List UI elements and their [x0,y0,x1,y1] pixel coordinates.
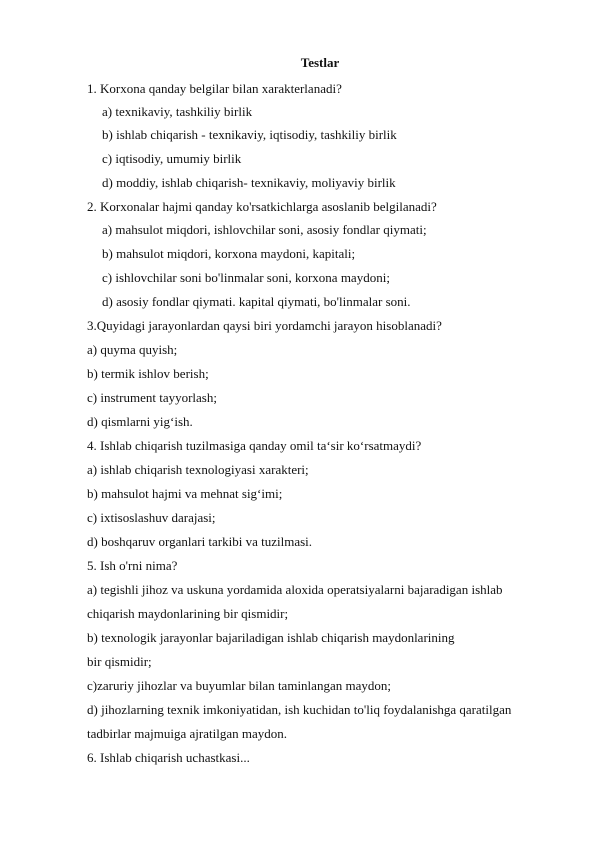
question-3-option-d: d) qismlarni yig‘ish. [87,414,193,429]
question-2-option-a: a) mahsulot miqdori, ishlovchilar soni, asosiy fondlar qiymati; [102,222,427,237]
question-2-option-d: d) asosiy fondlar qiymati. kapital qiymati, bo'linmalar soni. [102,294,411,309]
question-5-option-a: a) tegishli jihoz va uskuna yordamida aloxida operatsiyalarni bajaradigan ishlab [87,582,503,597]
question-5-option-b-cont: bir qismidir; [87,654,152,669]
question-4-option-d: d) boshqaruv organlari tarkibi va tuzilmasi. [87,534,313,549]
question-1-option-a: a) texnikaviy, tashkiliy birlik [102,104,253,119]
question-4: 4. Ishlab chiqarish tuzilmasiga qanday omil ta‘sir ko‘rsatmaydi? [87,438,422,453]
question-1-option-b: b) ishlab chiqarish - texnikaviy, iqtisodiy, tashkiliy birlik [102,127,397,142]
question-1-option-d: d) moddiy, ishlab chiqarish- texnikaviy, moliyaviy birlik [102,175,396,190]
question-3-option-c: c) instrument tayyorlash; [87,390,217,405]
question-1: 1. Korxona qanday belgilar bilan xarakterlanadi? [87,81,342,96]
question-5-option-a-cont: chiqarish maydonlarining bir qismidir; [87,606,289,621]
question-3-option-a: a) quyma quyish; [87,342,178,357]
question-1-option-c: c) iqtisodiy, umumiy birlik [102,151,242,166]
question-2-option-b: b) mahsulot miqdori, korxona maydoni, kapitali; [102,246,356,261]
page-title: Testlar [300,55,340,70]
question-5-option-b: b) texnologik jarayonlar bajariladigan ishlab chiqarish maydonlarining [87,630,455,645]
question-3: 3.Quyidagi jarayonlardan qaysi biri yordamchi jarayon hisoblanadi? [87,318,442,333]
question-2-option-c: c) ishlovchilar soni bo'linmalar soni, korxona maydoni; [102,270,390,285]
question-2: 2. Korxonalar hajmi qanday ko'rsatkichlarga asoslanib belgilanadi? [87,199,437,214]
question-4-option-a: a) ishlab chiqarish texnologiyasi xarakteri; [87,462,309,477]
question-4-option-c: c) ixtisoslashuv darajasi; [87,510,216,525]
question-5-option-d-cont: tadbirlar majmuiga ajratilgan maydon. [87,726,287,741]
question-5-option-d: d) jihozlarning texnik imkoniyatidan, ish kuchidan to'liq foydalanishga qaratilgan [87,702,512,717]
question-4-option-b: b) mahsulot hajmi va mehnat sig‘imi; [87,486,283,501]
question-5-option-c: c)zaruriy jihozlar va buyumlar bilan taminlangan maydon; [87,678,391,693]
question-6: 6. Ishlab chiqarish uchastkasi... [87,750,250,765]
question-3-option-b: b) termik ishlov berish; [87,366,209,381]
question-5: 5. Ish o'rni nima? [87,558,178,573]
